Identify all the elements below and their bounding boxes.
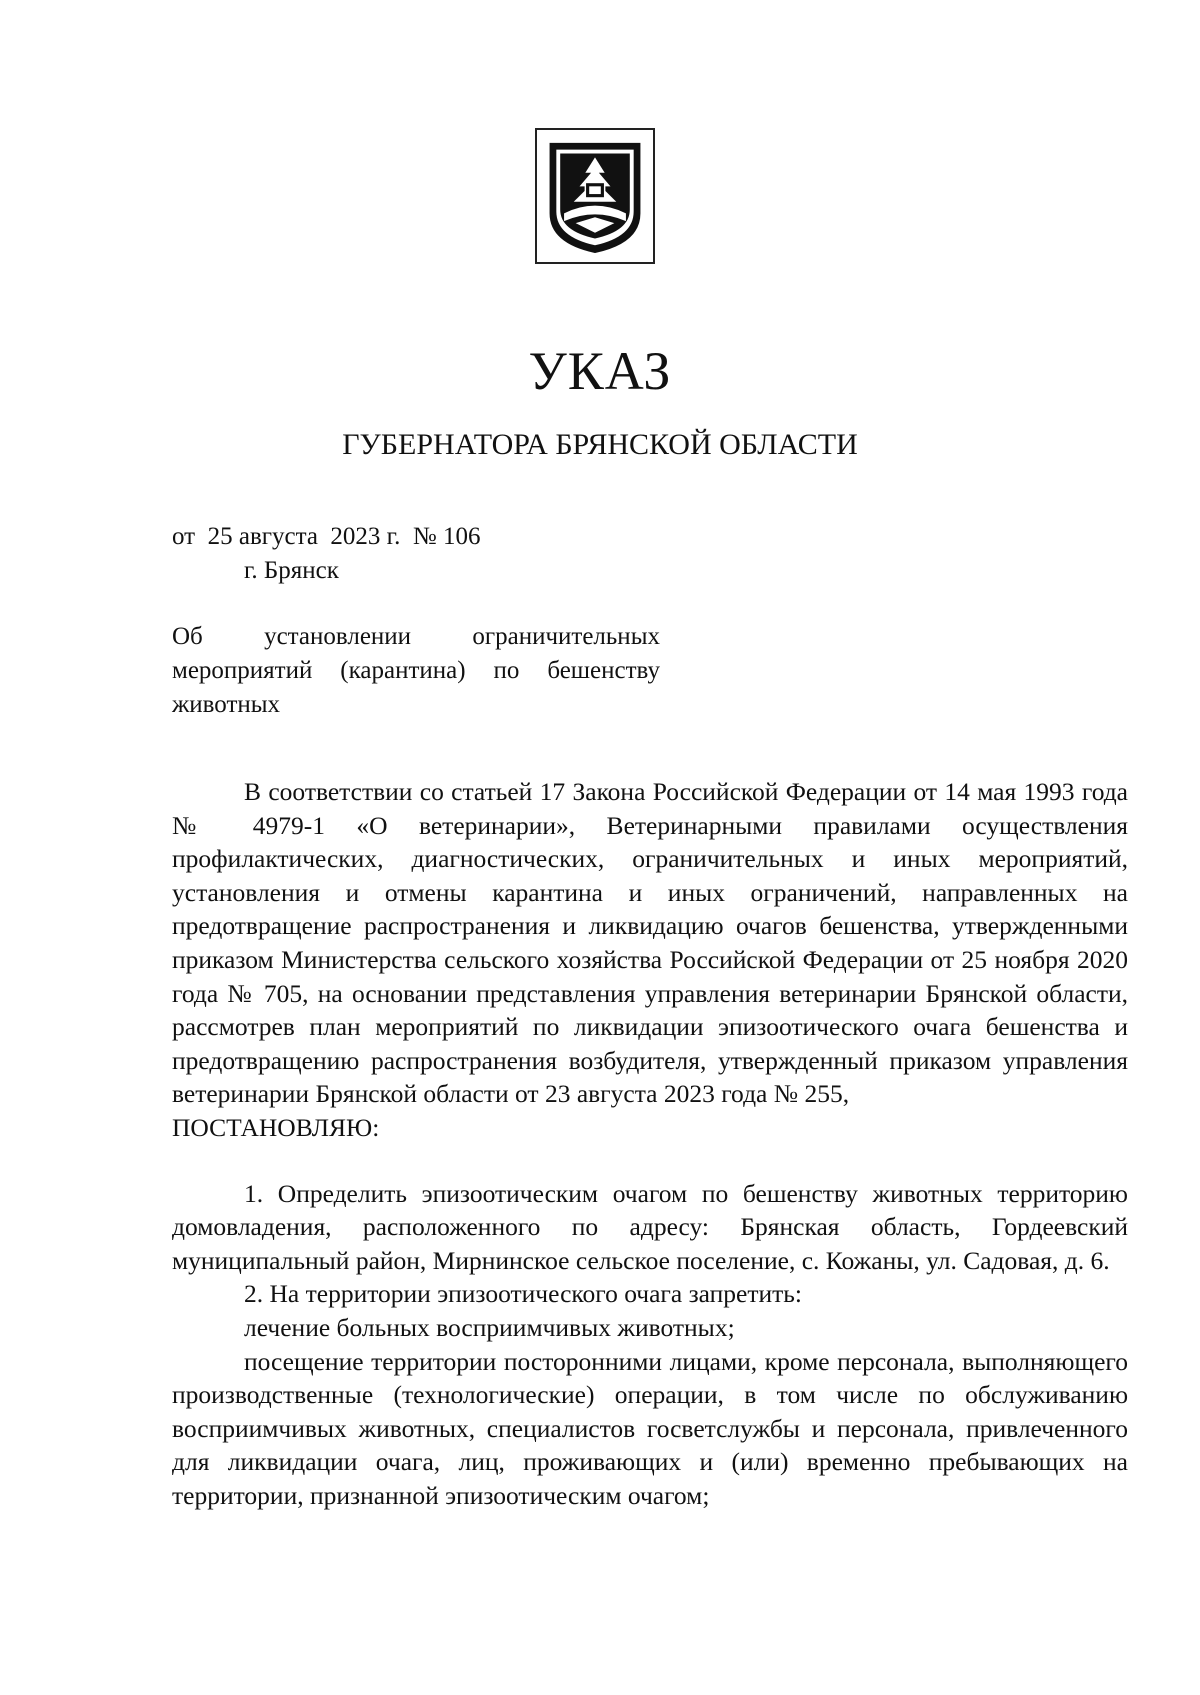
document-dateline: от 25 августа 2023 г. № 106 xyxy=(172,523,481,550)
document-subtitle: ГУБЕРНАТОРА БРЯНСКОЙ ОБЛАСТИ xyxy=(342,428,858,461)
coat-of-arms-graphic xyxy=(537,130,653,262)
document-city: г. Брянск xyxy=(244,557,339,584)
item-2a-paragraph: лечение больных восприимчивых животных; xyxy=(244,1312,735,1342)
decree-word: ПОСТАНОВЛЯЮ: xyxy=(172,1112,380,1142)
preamble-paragraph: В соответствии со статьей 17 Закона Российской Федерации от 14 мая 1993 года № 4979-1 «О ветеринарии», Ветеринарными правилами осуществления профилактических, диагностических, ограничительных и иных мероприятий, установления и отмены карантина и иных ограничений, направленных на предотвращение распространения и ликвидацию очагов бешенства, утвержденными приказом Министерства сельского хозяйства Российской Федерации от 25 ноября 2020 года № 705, на основании представления управления ветеринарии Брянской области, рассмотрев план мероприятий по ликвидации эпизоотического очага бешенства и предотвращению распространения возбудителя, утвержденный приказом управления ветеринарии Брянской области от 23 августа 2023 года № 255, xyxy=(172,777,1128,1109)
item-1-paragraph: 1. Определить эпизоотическим очагом по бешенству животных территорию домовладения, расположенного по адресу: Брянская область, Гордеевский муниципальный район, Мирнинское сельское поселение, с. Кожаны, ул. Садовая, д. 6. xyxy=(172,1178,1128,1275)
document-subject: Об установлении ограничительных мероприятий (карантина) по бешенству животных xyxy=(172,623,660,718)
coat-of-arms-icon xyxy=(535,128,655,264)
document-title: УКАЗ xyxy=(528,341,672,401)
document-body xyxy=(172,775,1128,1512)
item-2b-paragraph: посещение территории посторонними лицами, кроме персонала, выполняющего производственные (технологические) операции, в том числе по обслуживанию восприимчивых животных, специалистов госветслужбы и персонала, привлеченного для ликвидации очага, лиц, проживающих и (или) временно пребывающих на территории, признанной эпизоотическим очагом; xyxy=(172,1346,1128,1510)
item-2-paragraph: 2. На территории эпизоотического очага запретить: xyxy=(244,1279,802,1309)
